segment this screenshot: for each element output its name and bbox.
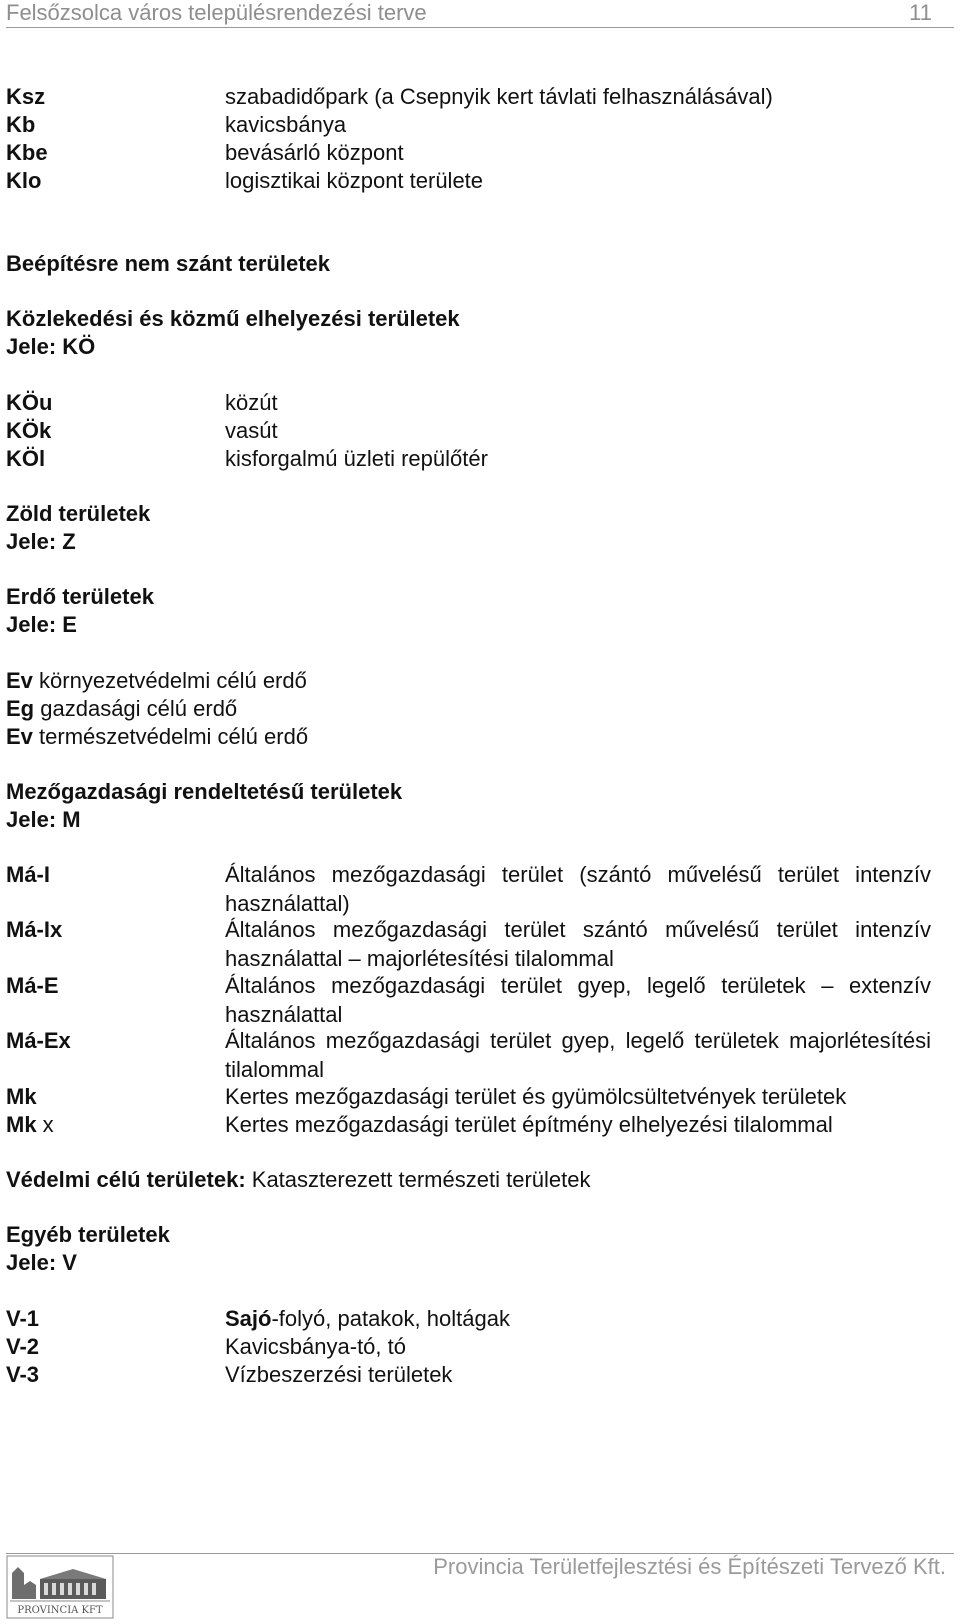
logo-text: PROVINCIA KFT (17, 1605, 103, 1616)
green-sign: Jele: Z (6, 529, 76, 554)
code-ma-i: Má-I (6, 862, 50, 887)
forest-sign: Jele: E (6, 612, 77, 637)
footer-company: Provincia Területfejlesztési és Építészeti Tervező Kft. (433, 1554, 946, 1579)
desc-v1-bold: Sajó (225, 1306, 272, 1331)
transport-sign: Jele: KÖ (6, 334, 96, 359)
section-heading-green: Zöld területek (6, 501, 151, 526)
code-mk-x-suffix: x (36, 1112, 54, 1137)
document-title: Felsőzsolca város településrendezési terve (6, 0, 427, 25)
code-v2: V-2 (6, 1334, 40, 1359)
desc-kbe: bevásárló központ (225, 140, 404, 165)
other-sign: Jele: V (6, 1250, 77, 1275)
forest-code-2: Eg (6, 696, 35, 721)
forest-item-1 (6, 668, 307, 694)
protection-line (6, 1167, 590, 1193)
section-heading-nonbuilt: Beépítésre nem szánt területek (6, 251, 331, 276)
desc-ma-e: Általános mezőgazdasági terület gyep, legelő területek – extenzív használattal (225, 973, 931, 1027)
forest-item-3 (6, 724, 308, 750)
code-v1: V-1 (6, 1306, 40, 1331)
desc-mk: Kertes mezőgazdasági terület és gyümölcsültetvények területek (225, 1084, 847, 1109)
forest-desc-3: természetvédelmi célú erdő (39, 724, 309, 749)
desc-kou: közút (225, 390, 278, 415)
section-heading-agri: Mezőgazdasági rendeltetésű területek (6, 779, 403, 804)
forest-desc-1: környezetvédelmi célú erdő (39, 668, 307, 693)
desc-ma-i: Általános mezőgazdasági terület (szántó művelésű terület intenzív használattal) (225, 862, 931, 916)
code-ma-e: Má-E (6, 973, 59, 998)
section-heading-transport: Közlekedési és közmű elhelyezési területek (6, 306, 460, 331)
desc-v1-rest: -folyó, patakok, holtágak (271, 1306, 510, 1331)
desc-v3: Vízbeszerzési területek (225, 1362, 453, 1387)
protection-label: Védelmi célú területek: (6, 1167, 246, 1192)
code-mk-x (6, 1112, 54, 1138)
desc-ma-ex: Általános mezőgazdasági terület gyep, legelő területek majorlétesítési tilalommal (225, 1028, 931, 1082)
section-heading-forest: Erdő területek (6, 584, 154, 609)
provincia-logo (6, 1555, 114, 1619)
code-ma-ix: Má-Ix (6, 917, 63, 942)
code-kou: KÖu (6, 390, 53, 415)
desc-kb: kavicsbánya (225, 112, 347, 137)
code-v3: V-3 (6, 1362, 40, 1387)
desc-ksz: szabadidőpark (a Csepnyik kert távlati felhasználásával) (225, 84, 773, 109)
code-mk: Mk (6, 1084, 37, 1109)
forest-desc-2: gazdasági célú erdő (40, 696, 238, 721)
code-ksz: Ksz (6, 84, 46, 109)
code-mk-x-main: Mk (6, 1112, 37, 1137)
desc-kok: vasút (225, 418, 278, 443)
desc-klo: logisztikai központ területe (225, 168, 484, 193)
agri-sign: Jele: M (6, 807, 81, 832)
code-kok: KÖk (6, 418, 52, 443)
code-kol: KÖl (6, 446, 46, 471)
forest-code-1: Ev (6, 668, 33, 693)
forest-item-2 (6, 696, 237, 722)
desc-mk-x: Kertes mezőgazdasági terület építmény elhelyezési tilalommal (225, 1112, 833, 1137)
desc-v2: Kavicsbánya-tó, tó (225, 1334, 406, 1359)
page-header (6, 0, 954, 28)
page-number: 11 (909, 0, 932, 25)
code-klo: Klo (6, 168, 42, 193)
protection-text: Kataszterezett természeti területek (245, 1167, 591, 1192)
code-ma-ex: Má-Ex (6, 1028, 71, 1053)
desc-v1 (225, 1306, 510, 1332)
code-kb: Kb (6, 112, 36, 137)
desc-kol: kisforgalmú üzleti repülőtér (225, 446, 488, 471)
forest-code-3: Ev (6, 724, 33, 749)
code-kbe: Kbe (6, 140, 48, 165)
desc-ma-ix: Általános mezőgazdasági terület szántó művelésű terület intenzív használattal – majorlétesítési tilalommal (225, 917, 931, 971)
section-heading-other: Egyéb területek (6, 1222, 170, 1247)
